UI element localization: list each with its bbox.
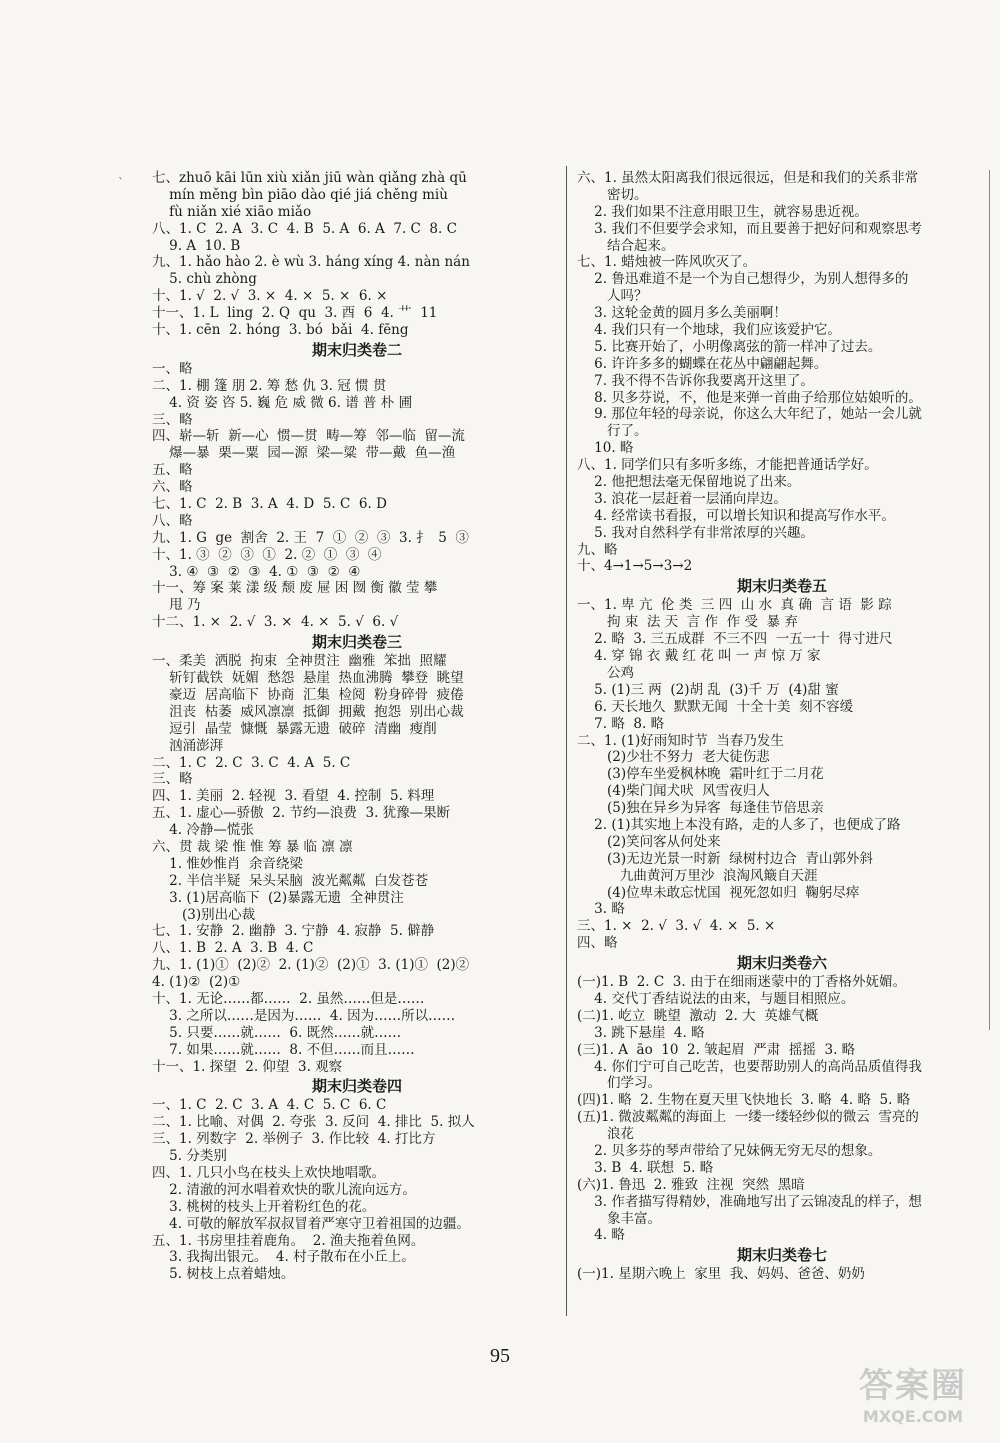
answer-line: 六、贯 裁 梁 惟 惟 筹 暴 临 凛 凛: [152, 838, 353, 855]
watermark: [838, 1358, 988, 1433]
page-number: 95: [490, 1345, 510, 1367]
answer-line: (二)1. 屹立 眺望 激动 2. 大 英雄气概: [577, 1007, 819, 1024]
section-title: 期末归类卷二: [311, 340, 402, 359]
answer-line: 七、1. 蜡烛被一阵风吹灭了。: [577, 254, 757, 271]
answer-line: (2)少壮不努力 老大徒伤悲: [577, 749, 770, 766]
answer-line: 五、略: [152, 462, 193, 479]
answer-line: 密切。: [577, 186, 648, 203]
answer-line: 四、略: [577, 935, 618, 952]
answer-line: 一、1. C 2. C 3. A 4. C 5. C 6. C: [152, 1097, 387, 1114]
watermark-url: MXQE.COM: [862, 1407, 964, 1426]
answer-line: 4. 略: [577, 1227, 625, 1244]
answer-line: 2. 清澈的河水唱着欢快的歌儿流向远方。: [152, 1181, 416, 1198]
answer-line: 3. 略: [577, 901, 625, 918]
answer-line: 五、1. 虚心—骄傲 2. 节约—浪费 3. 犹豫—果断: [152, 805, 451, 822]
answer-line: 2. 半信半疑 呆头呆脑 波光粼粼 白发苍苍: [152, 872, 429, 889]
answer-line: 拘 束 法 天 言 作 作 受 暴 弃: [577, 614, 798, 631]
answer-line: 3. ④ ③ ② ③ 4. ① ③ ② ④: [152, 563, 361, 580]
answer-line: fù niǎn xié xiāo miǎo: [152, 203, 312, 220]
answer-line: 4. 可敬的解放军叔叔冒着严寒守卫着祖国的边疆。: [152, 1215, 470, 1232]
answer-line: 浪花: [577, 1126, 635, 1143]
answer-line: 九、1. hǎo hào 2. è wù 3. háng xíng 4. nàn nán: [152, 254, 470, 271]
answer-line: 十、4→1→5→3→2: [577, 558, 693, 575]
answer-line: mín měng bìn piāo dào qié jiá chěng miù: [152, 186, 448, 203]
answer-line: 3. 之所以……是因为…… 4. 因为……所以……: [152, 1007, 456, 1024]
answer-line: 3. 我掏出银元。 4. 村子散布在小丘上。: [152, 1249, 415, 1266]
answer-line: 二、1. 棚 篷 朋 2. 筹 愁 仇 3. 冠 惯 贯: [152, 377, 387, 394]
answer-line: (一)1. 星期六晚上 家里 我、妈妈、爸爸、奶奶: [577, 1266, 865, 1283]
answer-line: 5. 比赛开始了，小明像离弦的箭一样冲了过去。: [577, 338, 882, 355]
answer-line: 十、1. √ 2. √ 3. × 4. × 5. × 6. ×: [152, 288, 388, 305]
answer-line: 四、1. 美丽 2. 轻视 3. 看望 4. 控制 5. 料理: [152, 788, 435, 805]
answer-line: 九、1. G ge 割舍 2. 王 7 ① ② ③ 3. 扌 5 ③: [152, 529, 469, 546]
answer-line: 十、1. cēn 2. hóng 3. bó bǎi 4. fēng: [152, 322, 409, 339]
answer-line: 2. 略 3. 三五成群 不三不四 一五一十 得寸进尺: [577, 631, 893, 648]
answer-line: 二、1. 比喻、对偶 2. 夸张 3. 反问 4. 排比 5. 拟人: [152, 1114, 475, 1131]
answer-line: 行了。: [577, 423, 648, 440]
answer-line: 一、1. 卑 亢 伦 类 三 四 山 水 真 确 言 语 影 踪: [577, 597, 892, 614]
answer-line: 7. 如果……就…… 8. 不但……而且……: [152, 1041, 415, 1058]
answer-line: 8. 贝多芬说，不，他是来弹一首曲子给那位姑娘听的。: [577, 389, 922, 406]
answer-line: 十二、1. × 2. √ 3. × 4. × 5. √ 6. √: [152, 614, 399, 631]
answer-line: 十一、1. L ling 2. Q qu 3. 酉 6 4. 艹 11: [152, 305, 438, 322]
answer-line: 四、崭—斩 新—心 惯—贯 畴—筹 邻—临 留—流: [152, 428, 465, 445]
answer-line: 7. 略 8. 略: [577, 715, 665, 732]
answer-line: 3. 我们不但要学会求知，而且要善于把好问和观察思考: [577, 220, 922, 237]
answer-line: 斩钉截铁 妩媚 愁怨 悬崖 热血沸腾 攀登 眺望: [152, 670, 464, 687]
answer-line: 5. 树枝上点着蜡烛。: [152, 1266, 295, 1283]
answer-line: 们学习。: [577, 1075, 662, 1092]
section-title: 期末归类卷四: [311, 1077, 402, 1096]
answer-line: 三、1. 列数字 2. 举例子 3. 作比较 4. 打比方: [152, 1131, 436, 1148]
answer-line: 八、1. 同学们只有多听多练，才能把普通话学好。: [577, 457, 878, 474]
answer-line: 4. 经常读书看报，可以增长知识和提高写作水平。: [577, 507, 895, 524]
answer-line: 3. 浪花一层赶着一层涌向岸边。: [577, 490, 787, 507]
answer-line: 四、1. 几只小鸟在枝头上欢快地唱歌。: [152, 1164, 386, 1181]
answer-line: (4)柴门闻犬吠 风雪夜归人: [577, 783, 770, 800]
answer-line: 七、zhuō kāi lūn xiù xiǎn jiū wàn qiǎng zhà qū: [152, 170, 467, 186]
answer-line: 3. 这轮金黄的圆月多么美丽啊！: [577, 305, 787, 322]
answer-line: (2)笑问客从何处来: [577, 833, 721, 850]
section-title: 期末归类卷七: [736, 1246, 827, 1265]
answer-line: 一、略: [152, 360, 193, 377]
answer-line: 七、1. 安静 2. 幽静 3. 宁静 4. 寂静 5. 僻静: [152, 923, 435, 940]
answer-line: 十一、筹 案 莱 漾 级 颓 废 屉 困 囫 衡 徽 莹 攀: [152, 580, 438, 597]
answer-line: 10. 略: [577, 440, 634, 457]
answer-line: 4. 我们只有一个地球，我们应该爱护它。: [577, 322, 841, 339]
watermark-logo: 答案圈: [859, 1366, 967, 1406]
answer-line: 象丰富。: [577, 1210, 662, 1227]
answer-line: 沮丧 枯萎 威风凛凛 抵御 拥戴 抱怨 别出心裁: [152, 703, 464, 720]
left-column: [152, 170, 562, 1283]
answer-line: 4. 穿 锦 衣 戴 红 花 叫 一 声 惊 万 家: [577, 648, 821, 665]
answer-line: 十、1. ③ ② ③ ① 2. ② ① ③ ④: [152, 546, 382, 563]
answer-line: 5. (1)三 两 (2)胡 乱 (3)千 万 (4)甜 蜜: [577, 681, 839, 698]
answer-line: (3)无边光景一时新 绿树村边合 青山郭外斜: [577, 850, 873, 867]
column-divider: [566, 166, 567, 1316]
answer-line: 6. 天长地久 默默无闻 十全十美 刻不容缓: [577, 698, 854, 715]
answer-line: 人吗？: [577, 288, 648, 305]
answer-line: 八、1. B 2. A 3. B 4. C: [152, 940, 314, 957]
answer-line: 2. 鲁迅难道不是一个为自己想得少，为别人想得多的: [577, 271, 909, 288]
answer-line: 九、略: [577, 541, 618, 558]
answer-line: (4)位卑未敢忘忧国 视死忽如归 鞠躬尽瘁: [577, 884, 860, 901]
section-title: 期末归类卷三: [311, 633, 402, 652]
answer-line: 九曲黄河万里沙 浪淘风簸自天涯: [577, 867, 818, 884]
answer-line: (5)独在异乡为异客 每逢佳节倍思亲: [577, 800, 824, 817]
answer-line: 七、1. C 2. B 3. A 4. D 5. C 6. D: [152, 496, 387, 513]
answer-line: (3)停车坐爱枫林晚 霜叶红于二月花: [577, 766, 824, 783]
section-title: 期末归类卷六: [736, 954, 827, 973]
answer-line: 4. 交代丁香结说法的由来，与题目相照应。: [577, 990, 855, 1007]
answer-line: 2. 我们如果不注意用眼卫生，就容易患近视。: [577, 203, 868, 220]
answer-line: 5. chù zhòng: [152, 271, 257, 288]
answer-line: 公鸡: [577, 664, 635, 681]
answer-line: 甩 乃: [152, 597, 201, 614]
answer-line: 2. 他把想法毫无保留地说了出来。: [577, 474, 801, 491]
answer-line: 5. 我对自然科学有非常浓厚的兴趣。: [577, 524, 814, 541]
answer-line: (四)1. 略 2. 生物在夏天里飞快地长 3. 略 4. 略 5. 略: [577, 1092, 911, 1109]
answer-line: 3. 桃树的枝头上开着粉红色的花。: [152, 1198, 376, 1215]
answer-line: 7. 我不得不告诉你我要离开这里了。: [577, 372, 814, 389]
answer-line: 2. 贝多芬的琴声带给了兄妹俩无穷无尽的想象。: [577, 1142, 882, 1159]
answer-line: 逗引 晶莹 慷慨 暴露无遗 破碎 清幽 瘦削: [152, 720, 437, 737]
answer-line: 爆—暴 栗—粟 园—源 梁—粱 带—戴 鱼—渔: [152, 445, 456, 462]
answer-line: 五、1. 书房里挂着鹿角。 2. 渔夫拖着鱼网。: [152, 1232, 425, 1249]
answer-line: (3)别出心裁: [152, 906, 256, 923]
answer-line: 5. 分类别: [152, 1148, 227, 1165]
answer-line: 9. 那位年轻的母亲说，你这么大年纪了，她站一会儿就: [577, 406, 922, 423]
answer-line: 三、1. × 2. √ 3. √ 4. × 5. ×: [577, 918, 776, 935]
margin-mark: ˋ: [118, 176, 124, 190]
answer-line: (一)1. B 2. C 3. 由于在细雨迷蒙中的丁香格外妩媚。: [577, 974, 906, 991]
answer-line: 三、略: [152, 771, 193, 788]
answer-line: (三)1. A āo 10 2. 皱起眉 严肃 摇摇 3. 略: [577, 1041, 856, 1058]
answer-line: 八、略: [152, 512, 193, 529]
answer-line: 3. 跳下悬崖 4. 略: [577, 1024, 705, 1041]
answer-line: 九、1. (1)① (2)② 2. (1)② (2)① 3. (1)① (2)②: [152, 957, 470, 974]
binding-edge: [989, 170, 996, 1030]
answer-line: (六)1. 鲁迅 2. 雅致 注视 突然 黑暗: [577, 1176, 805, 1193]
answer-line: 三、略: [152, 411, 193, 428]
answer-line: 6. 许许多多的蝴蝶在花丛中翩翩起舞。: [577, 355, 828, 372]
answer-line: 六、略: [152, 479, 193, 496]
answer-line: 二、1. C 2. C 3. C 4. A 5. C: [152, 754, 351, 771]
answer-line: 十一、1. 探望 2. 仰望 3. 观察: [152, 1058, 343, 1075]
answer-line: 八、1. C 2. A 3. C 4. B 5. A 6. A 7. C 8. C: [152, 220, 457, 237]
answer-line: 2. (1)其实地上本没有路，走的人多了，也便成了路: [577, 816, 901, 833]
answer-line: 4. 冷静—慌张: [152, 822, 254, 839]
answer-line: 3. (1)居高临下 (2)暴露无遗 全神贯注: [152, 889, 404, 906]
answer-line: 3. B 4. 联想 5. 略: [577, 1159, 714, 1176]
answer-line: 结合起来。: [577, 237, 675, 254]
answer-line: 二、1. (1)好雨知时节 当春乃发生: [577, 732, 784, 749]
answer-line: 一、柔美 洒脱 拘束 全神贯注 幽雅 笨拙 照耀: [152, 653, 447, 670]
answer-line: 汹涌澎湃: [152, 737, 224, 754]
answer-line: 4. (1)② (2)①: [152, 974, 241, 991]
answer-line: 1. 惟妙惟肖 余音绕梁: [152, 855, 303, 872]
answer-line: 豪迈 居高临下 协商 汇集 检阅 粉身碎骨 疲倦: [152, 686, 464, 703]
right-column: [577, 170, 987, 1283]
answer-line: 4. 资 姿 咨 5. 巍 危 威 微 6. 谱 普 朴 圃: [152, 394, 413, 411]
answer-line: 4. 你们宁可自己吃苦，也要帮助别人的高尚品质值得我: [577, 1058, 922, 1075]
answer-line: 9. A 10. B: [152, 237, 241, 254]
answer-line: 六、1. 虽然太阳离我们很远很远，但是和我们的关系非常: [577, 170, 919, 186]
section-title: 期末归类卷五: [736, 577, 827, 596]
answer-line: (五)1. 微波粼粼的海面上 一缕一缕轻纱似的微云 雪亮的: [577, 1109, 919, 1126]
answer-line: 十、1. 无论……都…… 2. 虽然……但是……: [152, 990, 425, 1007]
answer-line: 3. 作者描写得精妙，准确地写出了云锦凌乱的样子，想: [577, 1193, 922, 1210]
answer-line: 5. 只要……就…… 6. 既然……就……: [152, 1024, 402, 1041]
